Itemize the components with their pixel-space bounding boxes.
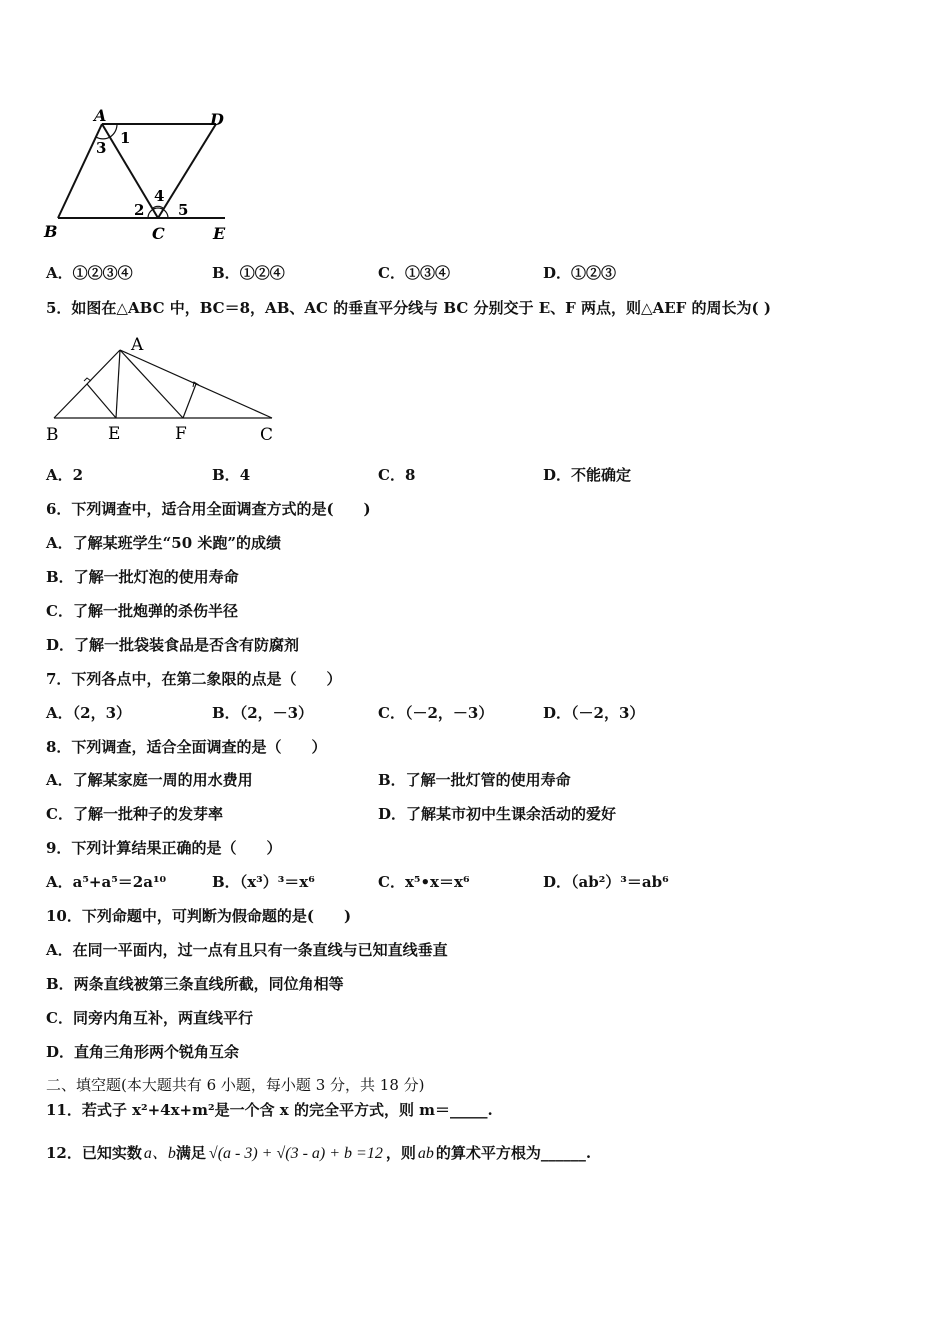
q12-stem [46,1140,591,1163]
q7-stem: 7．下列各点中，在第二象限的点是（ ） [46,670,342,688]
section-title: 二、填空题(本大题共有 6 小题，每小题 3 分，共 18 分) [46,1076,425,1094]
q8-option-a[interactable]: A．了解某家庭一周的用水费用 [46,771,253,789]
q10-option-c[interactable]: C．同旁内角互补，两直线平行 [46,1009,253,1027]
q5-option-d[interactable]: D．不能确定 [543,466,632,484]
label-A: A [94,106,107,125]
q7-option-b[interactable]: B．（2，－3） [212,704,314,722]
q10-option-d[interactable]: D．直角三角形两个锐角互余 [46,1043,240,1061]
label-A: A [131,335,144,355]
q9-option-b[interactable]: B．（x³）³＝x⁶ [212,873,315,891]
q12-prefix: 12．已知实数 [46,1144,142,1162]
q6-stem: 6．下列调查中，适合用全面调查方式的是( ) [46,500,371,518]
label-2: 2 [134,201,145,219]
label-5: 5 [178,201,189,219]
label-1: 1 [120,129,131,147]
label-D: D [210,110,224,129]
q8-option-d[interactable]: D．了解某市初中生课余活动的爱好 [378,805,617,823]
q7-option-d[interactable]: D．（－2，3） [543,704,645,722]
perp-bisector-AC [183,384,196,418]
q8-option-b[interactable]: B．了解一批灯管的使用寿命 [378,771,571,789]
label-E: E [213,224,226,243]
q6-option-a[interactable]: A．了解某班学生“50 米跑”的成绩 [46,534,281,552]
q5-option-b[interactable]: B．4 [212,466,251,484]
q9-option-c[interactable]: C．x⁵•x＝x⁶ [378,873,470,891]
q9-option-d[interactable]: D．（ab²）³＝ab⁶ [543,873,669,891]
q9-option-a[interactable]: A．a⁵+a⁵＝2a¹⁰ [46,873,167,891]
q8-stem: 8．下列调查，适合全面调查的是（ ） [46,738,327,756]
q6-option-c[interactable]: C．了解一批炮弹的杀伤半径 [46,602,238,620]
label-B: B [44,222,58,241]
q4-option-a[interactable]: A．①②③④ [46,264,133,282]
perp-bisector-AB [87,384,116,418]
figure-parallelogram [40,105,240,245]
q12-ab2: ab [417,1145,434,1162]
q4-option-b[interactable]: B．①②④ [212,264,285,282]
label-3: 3 [96,139,107,157]
q7-option-a[interactable]: A．（2，3） [46,704,132,722]
q6-option-b[interactable]: B．了解一批灯泡的使用寿命 [46,568,239,586]
segment-AF [120,350,183,418]
q5-stem: 5．如图在△ABC 中，BC＝8，AB、AC 的垂直平分线与 BC 分别交于 E、F 两点，则△AEF 的周长为( ) [46,299,771,317]
label-F: F [175,424,187,444]
q4-option-d[interactable]: D．①②③ [543,264,617,282]
label-4: 4 [154,187,165,205]
q8-option-c[interactable]: C．了解一批种子的发芽率 [46,805,223,823]
label-C: C [152,224,165,243]
q4-option-c[interactable]: C．①③④ [378,264,450,282]
segment-AE [116,350,120,418]
angle-arc-1 [110,124,117,137]
label-E: E [108,424,121,444]
q10-option-a[interactable]: A．在同一平面内，过一点有且只有一条直线与已知直线垂直 [46,941,448,959]
q5-option-c[interactable]: C．8 [378,466,416,484]
figure-triangle [40,330,290,450]
q6-option-d[interactable]: D．了解一批袋装食品是否含有防腐剂 [46,636,300,654]
q12-mid: 满足 [175,1144,206,1162]
label-C: C [260,425,274,445]
q9-stem: 9．下列计算结果正确的是（ ） [46,839,282,857]
q7-option-c[interactable]: C．（－2，－3） [378,704,494,722]
q11-stem: 11．若式子 x²+4x+m²是一个含 x 的完全平方式，则 m＝_____. [46,1101,493,1119]
label-B: B [46,425,59,445]
q12-suffix: 的算术平方根为______. [435,1144,592,1162]
q12-formula: √(a - 3) + √(3 - a) + b =12 [208,1145,383,1162]
q10-option-b[interactable]: B．两条直线被第三条直线所截，同位角相等 [46,975,344,993]
right-angle-mark-1 [84,378,91,381]
q12-ab: a、b [143,1145,176,1162]
q10-stem: 10．下列命题中，可判断为假命题的是( ) [46,907,352,925]
q5-option-a[interactable]: A．2 [46,466,84,484]
q12-tail: ，则 [385,1144,416,1162]
